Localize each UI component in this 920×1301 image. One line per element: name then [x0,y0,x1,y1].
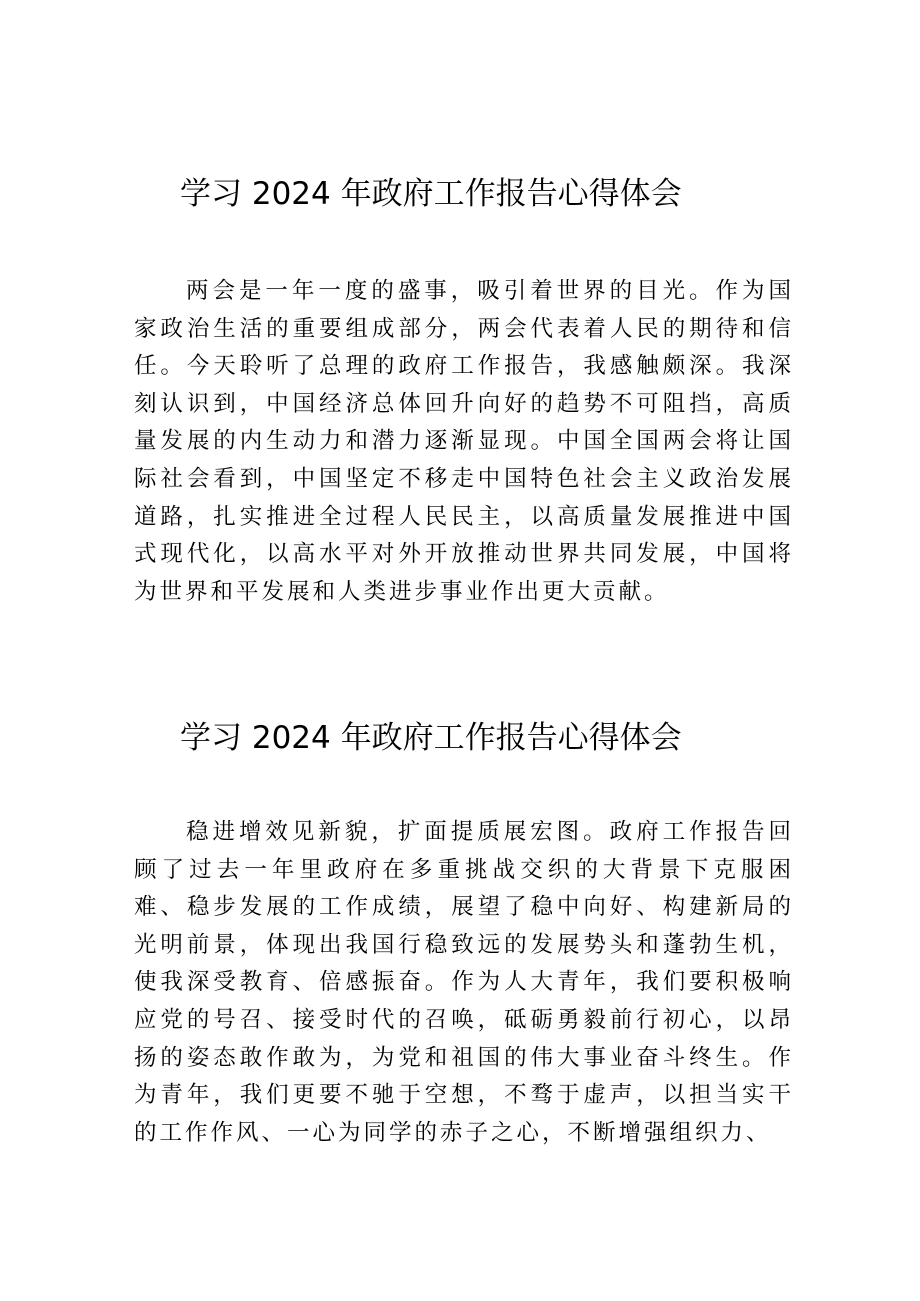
section-2-title: 学习 2024 年政府工作报告心得体会 [180,720,682,756]
section-1-title: 学习 2024 年政府工作报告心得体会 [180,176,682,212]
section-1-body: 两会是一年一度的盛事，吸引着世界的目光。作为国家政治生活的重要组成部分，两会代表着人民的期待和信任。今天聆听了总理的政府工作报告，我感触颇深。我深刻认识到，中国经济总体回升向好的趋势不可阻挡，高质量发展的内生动力和潜力逐渐显现。中国全国两会将让国际社会看到，中国坚定不移走中国特色社会主义政治发展道路，扎实推进全过程人民民主，以高质量发展推进中国式现代化，以高水平对外开放推动世界共同发展，中国将为世界和平发展和人类进步事业作出更大贡献。 [134,278,794,605]
section-2-body: 稳进增效见新貌，扩面提质展宏图。政府工作报告回顾了过去一年里政府在多重挑战交织的大背景下克服困难、稳步发展的工作成绩，展望了稳中向好、构建新局的光明前景，体现出我国行稳致远的发展势头和蓬勃生机，使我深受教育、倍感振奋。作为人大青年，我们要积极响应党的号召、接受时代的召唤，砥砺勇毅前行初心，以昂扬的姿态敢作敢为，为党和祖国的伟大事业奋斗终生。作为青年，我们更要不驰于空想，不骛于虚声，以担当实干的工作作风、一心为同学的赤子之心，不断增强组织力、 [134,819,794,1146]
